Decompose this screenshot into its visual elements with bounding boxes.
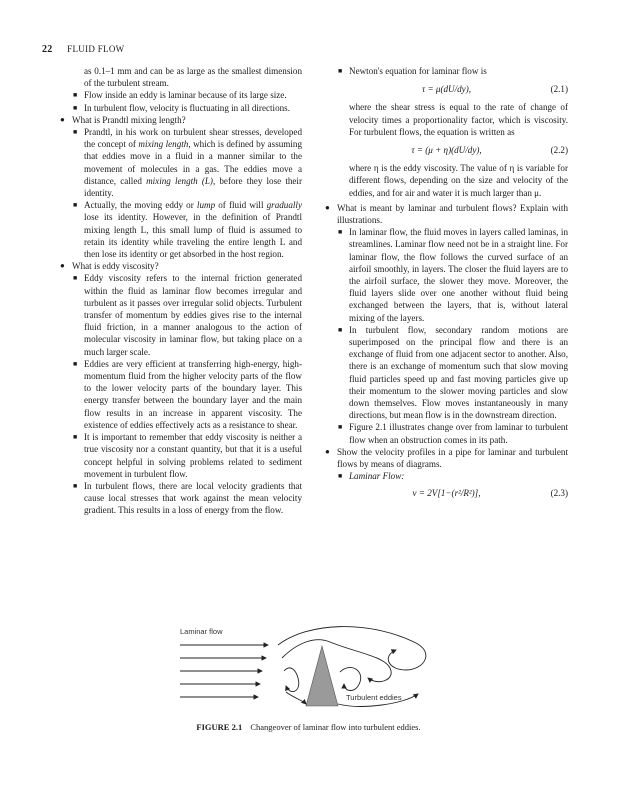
list-item: ■ Actually, the moving eddy or lump of fluid will gradually lose its identity. However, in the definition of Prandtl mixing length L, this small lump of fluid is assumed to retain its identity while traveling the entire length L and then lose its identity or get absorbed in the host region. bbox=[73, 200, 302, 260]
list-item: ■ Newton's equation for laminar flow is bbox=[338, 66, 487, 76]
square-bullet-icon: ■ bbox=[73, 274, 78, 283]
square-bullet-icon: ■ bbox=[73, 481, 78, 490]
square-bullet-icon: ■ bbox=[73, 91, 78, 100]
paragraph: as 0.1–1 mm and can be as large as the smallest dimension of the turbulent stream. bbox=[84, 66, 302, 89]
square-bullet-icon: ■ bbox=[338, 67, 343, 75]
square-bullet-icon: ■ bbox=[338, 325, 343, 334]
square-bullet-icon: ■ bbox=[73, 433, 78, 442]
figure-caption bbox=[0, 722, 617, 732]
figure-caption-text: Changeover of laminar flow into turbulent eddies. bbox=[250, 722, 421, 732]
list-item: ■ Laminar Flow: bbox=[338, 471, 405, 482]
question-heading: ● What is meant by laminar and turbulent flows? Explain with illustrations. bbox=[325, 202, 568, 226]
round-bullet-icon: ● bbox=[325, 446, 330, 456]
equation-2-1: τ = μ(dU/dy), (2.1) bbox=[421, 84, 568, 95]
question-heading: ● What is Prandtl mixing length? bbox=[60, 114, 186, 125]
square-bullet-icon: ■ bbox=[338, 472, 343, 481]
eddy-curve bbox=[284, 668, 299, 692]
round-bullet-icon: ● bbox=[60, 261, 65, 271]
page-header bbox=[42, 44, 124, 55]
equation-number: (2.1) bbox=[550, 84, 568, 95]
laminar-arrows bbox=[180, 645, 268, 697]
eddy-curve bbox=[340, 667, 361, 690]
list-item: ■ In turbulent flow, velocity is fluctuating in all directions. bbox=[73, 102, 290, 113]
eddy-curve bbox=[282, 640, 391, 682]
figure-laminar-turbulent bbox=[178, 612, 436, 712]
round-bullet-icon: ● bbox=[60, 114, 65, 124]
list-item: ■ In turbulent flows, there are local velocity gradients that cause local stresses that work against the mean velocity gradient. This results in a loss of energy from the flow. bbox=[73, 480, 302, 516]
round-bullet-icon: ● bbox=[325, 202, 330, 212]
square-bullet-icon: ■ bbox=[73, 128, 78, 137]
equation-number: (2.2) bbox=[550, 145, 568, 156]
laminar-flow-label: Laminar flow bbox=[180, 627, 223, 636]
list-item: ■ Figure 2.1 illustrates change over from laminar to turbulent flow when an obstruction comes in its path. bbox=[338, 422, 568, 445]
list-item: ■ In turbulent flow, secondary random motions are superimposed on the principal flow and there is an exchange of fluid from one adjacent sector to another. Also, there is an exchange of momentum such that slow moving fluid particles speed up and fast moving particles give up their momentum to the slower moving particles and slow down themselves. Flow moves instantaneously in many directions, but mean flow is in the downstream direction. bbox=[338, 324, 568, 421]
list-item: ■ It is important to remember that eddy viscosity is neither a true viscosity nor a constant quantity, but that it is a useful concept helpful in solving problems related to sediment movement in turbulent flow. bbox=[73, 432, 302, 479]
square-bullet-icon: ■ bbox=[73, 359, 78, 368]
equation-2-2: τ = (μ + η)(dU/dy), (2.2) bbox=[411, 145, 568, 156]
equation-2-3: v = 2V[1−(r²/R²)], (2.3) bbox=[412, 487, 568, 498]
list-item: ■ In laminar flow, the fluid moves in layers called laminas, in streamlines. Laminar flow need not be in a straight line. For laminar flow, the flow follows the curved surface of an airfoil smoothly, in layers. The closer the fluid layers are to the airfoil surface, the slower they move. Moreover, the fluid layers slide over one another without fluid being exchanged between the layers, that is, without lateral mixing of the layers. bbox=[338, 227, 568, 323]
figure-caption-label: FIGURE 2.1 bbox=[196, 722, 243, 732]
left-column bbox=[60, 65, 302, 517]
turbulent-eddies-label: Turbulent eddies bbox=[346, 693, 402, 702]
paragraph: where the shear stress is equal to the rate of change of velocity times a proportionality factor, which is viscosity. For turbulent flows, the equation is written as bbox=[349, 102, 568, 137]
running-title: FLUID FLOW bbox=[67, 44, 125, 54]
right-column bbox=[325, 65, 568, 505]
square-bullet-icon: ■ bbox=[338, 423, 343, 432]
page-number: 22 bbox=[42, 44, 53, 55]
question-heading: ● Show the velocity profiles in a pipe for laminar and turbulent flows by means of diagrams. bbox=[325, 446, 568, 470]
eddy-curve bbox=[286, 692, 306, 704]
square-bullet-icon: ■ bbox=[73, 201, 78, 210]
square-bullet-icon: ■ bbox=[73, 103, 78, 112]
eddy-curve bbox=[278, 627, 426, 670]
list-item: ■ Flow inside an eddy is laminar because of its large size. bbox=[73, 90, 287, 101]
paragraph: where η is the eddy viscosity. The value of η is variable for different flows, depending on the size and velocity of the eddies, and for air and water it is much larger than μ. bbox=[349, 163, 568, 198]
equation-number: (2.3) bbox=[550, 487, 568, 498]
obstruction-shape bbox=[306, 646, 338, 706]
list-item: ■ Prandtl, in his work on turbulent shear stresses, developed the concept of mixing length, which is defined by assuming that eddies move in a fluid in a manner similar to the movement of molecules in a gas. The eddies move a distance, called mixing length (L), before they lose their identity. bbox=[73, 127, 303, 199]
list-item: ■ Eddies are very efficient at transferring high-energy, high-momentum fluid from the higher velocity parts of the flow to the lower velocity parts of the boundary layer. This energy transfer between the boundary layer and the main flow results in an increase in apparent viscosity. The existence of eddies effectively acts as a resistance to shear. bbox=[73, 358, 302, 430]
square-bullet-icon: ■ bbox=[338, 228, 343, 237]
question-heading: ● What is eddy viscosity? bbox=[60, 261, 159, 272]
list-item: ■ Eddy viscosity refers to the internal friction generated within the fluid as laminar flow becomes irregular and turbulent as it passes over irregular solid objects. Turbulent transfer of momentum by eddies gives rise to the internal fluid friction, in a manner analogous to the action of molecular viscosity in laminar flow, but taking place on a much larger scale. bbox=[73, 273, 302, 357]
